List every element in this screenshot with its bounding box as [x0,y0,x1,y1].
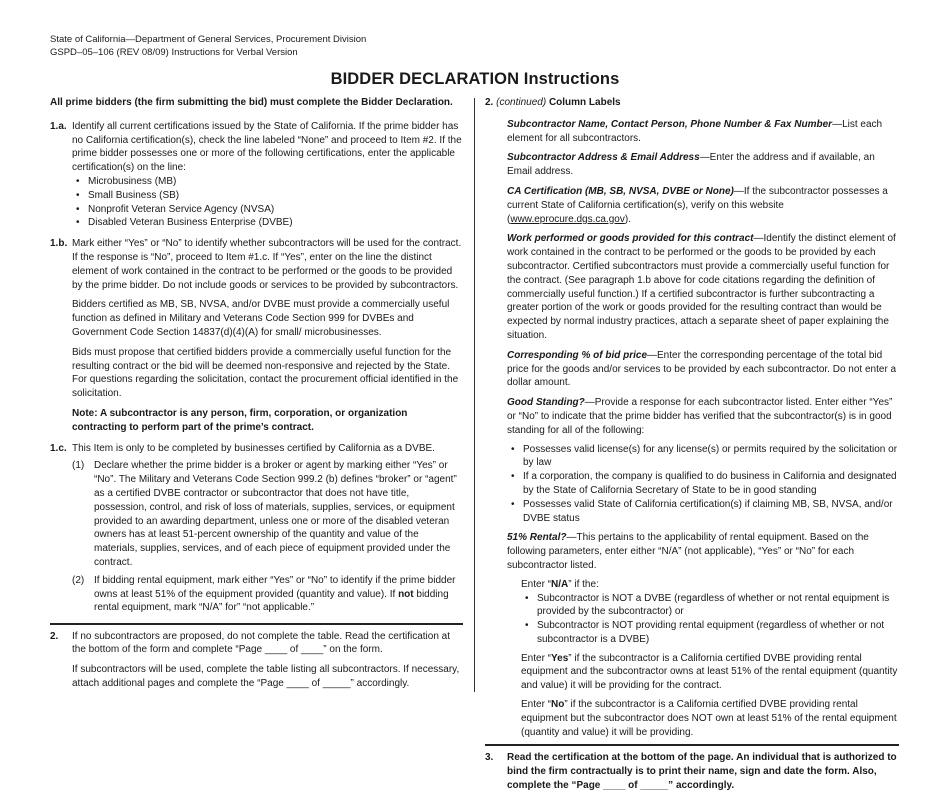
label-good-standing [507,396,899,437]
label-percent-bid [507,349,899,390]
definition: —List each element for all subcontractors. [507,118,883,144]
intro-text: All prime bidders (the firm submitting the bid) must complete the Bidder Declaration. [50,97,453,108]
list-item: • Possesses valid license(s) for any license(s) or permits required by the solicitation or by law [523,443,899,471]
eprocure-link[interactable]: www.eprocure.dgs.ca.gov [510,213,625,225]
item-1c [50,442,463,616]
text-run: bidding rental equipment, mark “N/A” for” “not applicable.” [94,588,449,614]
label-rental [507,531,899,572]
item-number: 2. [50,630,59,642]
term: Work performed or goods provided for this contract [507,233,754,245]
item-3 [485,751,899,792]
text-run: If bidding rental equipment, mark either “Yes” or “No” to identify if the prime bidder owns at least 51% of the equipment provided (quantity and value). If [94,574,456,600]
term: CA Certification (MB, SB, NVSA, DVBE or None) [507,185,734,197]
continued-label: (continued) [496,97,547,108]
right-column [485,96,899,792]
definition-tail: ). [624,213,631,225]
item-1b-p2: Bidders certified as MB, SB, NVSA, and/or DVBE must provide a commercially useful function as defined in Military and Veterans Code Section 999 for DVBEs and Government Code Section 14837(d)(4)(A) for small/ microbusinesses. [72,299,450,338]
text-run-bold: N/A [551,578,569,590]
item-2-p1: If no subcontractors are proposed, do not complete the table. Read the certification at the bottom of the form and complete “Page ____ of ____” on the form. [72,630,451,656]
list-item: • Disabled Veteran Business Enterprise (DVBE) [88,216,463,230]
definition: —Enter the address and if available, an Email address. [507,152,875,178]
list-item: • Nonprofit Veteran Service Agency (NVSA) [88,203,463,217]
list-item: • Small Business (SB) [88,189,463,203]
text-run: ” if the subcontractor is a California certified DVBE providing rental equipment and the subcontractor owns at least 51% of the rental equipment (quantity and value) it will be providing for the contract. [521,652,898,692]
rental-no [521,698,899,739]
page-title: BIDDER DECLARATION Instructions [330,70,620,88]
definition: —Identify the distinct element of work contained in the contract to be performed or the goods to be provided by each subcontractor. Certified subcontractors must provide a commercially useful function for the contract. (See paragraph 1.b above for code citations regarding the definition of commercially useful function.) If a certified subcontractor is further subcontracting a greater portion of the work or goods provided for the resulting contract than would be expected by normal industry practices, attach a separate sheet of paper explaining the situation. [507,233,896,341]
text-run: Enter “ [521,578,552,590]
text-run-bold: Yes [551,652,569,664]
rental-yes [521,652,899,693]
definition: —This pertains to the applicability of rental equipment. Based on the following parameters, enter either “N/A” (not applicable), “Yes” or “No” for each subcontractor listed. [507,532,869,571]
item-3-text: Read the certification at the bottom of the page. An individual that is authorized to bind the firm contractually is to print their name, sign and date the form. Also, complete the “Page ____ of _____” accordingly. [507,751,897,791]
item-1c-text: This Item is only to be completed by businesses certified by California as a DVBE. [72,442,435,454]
item-number: 3. [485,751,494,763]
list-item: • Subcontractor is NOT providing rental equipment (regardless of whether or not subcontractor is a DVBE) [537,619,899,647]
label-subcontractor-name [507,118,899,146]
label-ca-certification [507,185,899,226]
definition: —Enter the corresponding percentage of the total bid price for the goods and/or services to be provided by each subcontractor. Do not enter a dollar amount. [507,349,897,389]
item-1b-p1: Mark either “Yes” or “No” to identify whether subcontractors will be used for the contract. If the response is “No”, proceed to Item #1.c. If “Yes”, enter on the line the distinct element of work contained in the contract to be performed or the goods to be provided by the prime bidder. Do not include goods or services to be provided by subcontractors. [72,238,462,291]
text-run: ” if the: [568,578,599,590]
definition: —If the subcontractor possesses a current State of California certification(s), verify on this website ( [507,185,888,225]
sub-number: (1) [72,460,85,472]
item-1b [50,237,463,434]
definition: —Provide a response for each subcontractor listed. Enter either “Yes” or “No” to indicate that the prime bidder has verified that the subcontractor(s) is in good standing for all of the following: [507,397,893,436]
term: Subcontractor Name, Contact Person, Phone Number & Fax Number [507,118,833,130]
column-divider [474,98,475,692]
text-run: ” if the subcontractor is a California certified DVBE providing rental equipment but the subcontractor does NOT own at least 51% of the rental equipment (quantity and value) it will be providing. [521,699,897,738]
section-rule [50,623,463,625]
section-rule [485,744,899,746]
item-1b-p3: Bids must propose that certified bidders provide a commercially useful function for the resulting contract or the bid will be deemed non-responsive and rejected by the State. For questions regarding the solicitation, contact the procurement official identified in the solicitation. [72,346,459,400]
item-number: 1.b. [50,238,68,250]
item-number: 1.c. [50,442,67,454]
sub-number: (2) [72,574,85,586]
sub-text: Declare whether the prime bidder is a broker or agent by marking either “Yes” or “No”. The Military and Veterans Code Section 999.2 (b) defines “broker” or “agent” as a certified DVBE contractor or subcontractor that does not have title, possession, control, and risk of loss of materials, supplies, services, or equipment provided to an awarding department, unless one or more of the disabled veteran owners has at least 51-percent ownership of the quantity and value of the materials, supplies, services, and of each piece of equipment provided under the contract. [94,460,457,568]
item-1c-sub2 [72,574,463,615]
item-1b-note: Note: A subcontractor is any person, firm, corporation, or organization contracting to perform part of the prime’s contract. [72,407,408,433]
term: Corresponding % of bid price [507,349,648,361]
header-agency: State of California—Department of General Services, Procurement Division [50,34,367,45]
header-form-id: GSPD–05–106 (REV 08/09) Instructions for Verbal Version [50,46,298,58]
rental-na-list [521,592,899,647]
item-1a-text: Identify all current certifications issued by the State of California. If the prime bidder has no California certification(s), check the line labeled “None” and proceed to Item #2. If the prime bidder possesses one or more of the following certifications, enter the applicable certification(s) on the line: [72,120,462,174]
item-number: 2. [485,97,494,108]
text-run-bold: No [551,699,565,711]
list-item: • Subcontractor is NOT a DVBE (regardless of whether or not rental equipment is provided by the subcontractor) or [537,592,899,620]
document-header [50,34,366,60]
list-item: • Microbusiness (MB) [88,175,463,189]
list-item: • Possesses valid State of California certification(s) if claiming MB, SB, NVSA, and/or DVBE status [523,498,899,526]
certification-list [72,175,463,230]
left-column [50,96,463,691]
sub-text [94,574,463,615]
good-standing-list [507,443,899,526]
term: Subcontractor Address & Email Address [507,152,700,164]
item-1c-sub1 [72,459,463,569]
item-2 [50,630,463,691]
item-number: 1.a. [50,120,67,132]
heading-label: Column Labels [548,97,621,108]
term: 51% Rental? [507,532,567,544]
label-subcontractor-address [507,151,899,179]
text-run: Enter “ [521,652,552,664]
label-work-performed [507,232,899,342]
term: Good Standing? [507,397,585,409]
list-item: • If a corporation, the company is qualified to do business in California and designated by the State of California Secretary of State to be in good standing [523,470,899,498]
text-run: Enter “ [521,699,552,711]
item-2-p2: If subcontractors will be used, complete the table listing all subcontractors. If necessary, attach additional pages and complete the “Page ____ of _____” accordingly. [72,664,460,689]
rental-na-intro [521,578,899,592]
text-run-bold: not [398,588,414,600]
column-labels-heading [485,96,899,110]
item-1a [50,120,463,230]
